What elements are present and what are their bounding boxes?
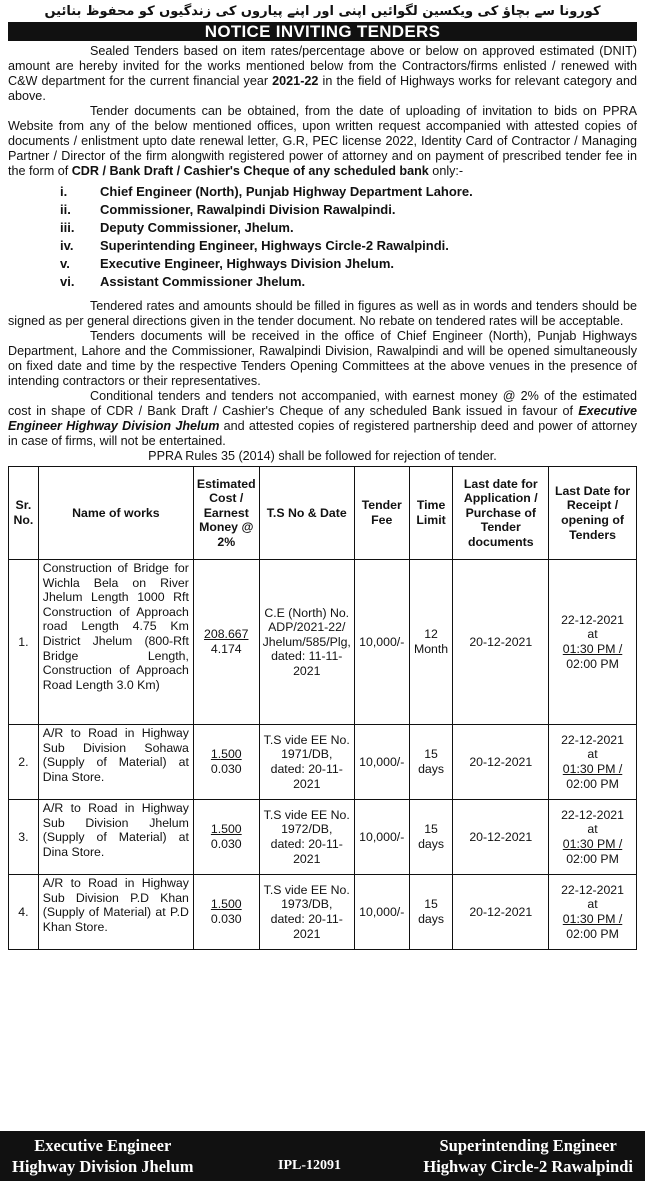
office-number: vi. [60,274,75,289]
header-ts: T.S No & Date [259,467,354,560]
cost-value: 1.500 [210,747,242,762]
office-item [8,273,637,291]
header-fee: Tender Fee [354,467,409,560]
office-number: ii. [60,202,71,217]
footer-right [423,1135,633,1177]
offices-list [8,183,637,291]
cell-sr: 3. [9,800,39,875]
cell-last-app: 20-12-2021 [453,875,549,950]
cost-value: 1.500 [210,822,242,837]
cell-last-app: 20-12-2021 [453,560,549,725]
cell-cost [193,560,259,725]
cell-ts: T.S vide EE No. 1971/DB, dated: 20-11-2021 [259,725,354,800]
office-name: Superintending Engineer, Highways Circle-2 Rawalpindi. [100,238,449,253]
cell-time: 12 Month [409,560,453,725]
receipt-date: 22-12-2021 [561,882,624,897]
payment-methods: CDR / Bank Draft / Cashier's Cheque of any scheduled bank [71,164,429,178]
cell-ts: T.S vide EE No. 1972/DB, dated: 20-11-2021 [259,800,354,875]
table-row [9,560,637,725]
receipt-time-2: 02:00 PM [566,851,619,866]
cell-last-app: 20-12-2021 [453,800,549,875]
office-number: iv. [60,238,74,253]
cell-cost [193,800,259,875]
paragraph-tendered-rates: Tendered rates and amounts should be filled in figures as well as in words and tenders should be signed as per general directions given in the tender document. No rebate on tendered rates will be acceptable. [8,299,637,328]
cell-last-app: 20-12-2021 [453,725,549,800]
para1-text-b: in the field of Highways works for relevant category and above. [8,74,637,103]
table-row [9,800,637,875]
header-last-receipt: Last Date for Receipt / opening of Tenders [549,467,637,560]
cell-name: A/R to Road in Highway Sub Division Jhelum (Supply of Material) at Dina Store. [38,800,193,875]
cell-receipt [549,800,637,875]
receipt-time-2: 02:00 PM [566,776,619,791]
paragraph-tender-receipt: Tenders documents will be received in the office of Chief Engineer (North), Punjab Highways Department, Lahore and the Commissioner, Rawalpindi Division, Rawalpindi and will be opened simultaneously on fixed date and time by the respective Tenders Opening Committees at the above venues in the presence of intending contractors or their representatives. [8,329,637,388]
receipt-time-1: 01:30 PM / [562,837,623,851]
table-row [9,875,637,950]
para5-text-a: Conditional tenders and tenders not accompanied, with earnest money @ 2% of the estimated cost in shape of CDR / Bank Draft / Cashier's Cheque of any scheduled Bank issued in favour of [8,389,637,418]
paragraph-tender-documents [8,104,637,179]
table-header-row [9,467,637,560]
earnest-value: 0.030 [210,912,242,926]
cell-fee: 10,000/- [354,800,409,875]
earnest-value: 4.174 [210,642,242,656]
ipl-number: IPL-12091 [278,1158,341,1173]
office-name: Commissioner, Rawalpindi Division Rawalpindi. [100,202,396,217]
receipt-at: at [587,747,598,762]
ppra-rules-line: PPRA Rules 35 (2014) shall be followed for rejection of tender. [148,449,497,463]
office-item [8,201,637,219]
tenders-table [8,466,637,950]
office-name: Deputy Commissioner, Jhelum. [100,220,294,235]
footer-left-line2: Highway Division Jhelum [12,1157,194,1176]
footer-bar [0,1131,645,1181]
header-sr: Sr. No. [9,467,39,560]
header-time: Time Limit [409,467,453,560]
cell-sr: 2. [9,725,39,800]
paragraph-sealed-tenders [8,44,637,104]
cell-cost [193,725,259,800]
cost-value: 208.667 [204,627,249,642]
office-name: Executive Engineer, Highways Division Jhelum. [100,256,395,271]
cell-fee: 10,000/- [354,875,409,950]
header-name: Name of works [38,467,193,560]
cell-ts: T.S vide EE No. 1973/DB, dated: 20-11-2021 [259,875,354,950]
office-name: Chief Engineer (North), Punjab Highway Department Lahore. [100,184,473,199]
cell-cost [193,875,259,950]
footer-right-line1: Superintending Engineer [439,1136,617,1155]
receipt-at: at [587,822,598,837]
office-item [8,219,637,237]
office-name: Assistant Commissioner Jhelum. [100,274,306,289]
cell-fee: 10,000/- [354,725,409,800]
favour-of: Executive Engineer Highway Division Jhelum [8,404,637,433]
footer-left [12,1135,194,1177]
para2-text-b: only:- [428,164,464,178]
table-row [9,725,637,800]
financial-year: 2021-22 [272,74,319,88]
receipt-time-2: 02:00 PM [566,656,619,671]
receipt-date: 22-12-2021 [561,732,624,747]
office-number: i. [60,184,68,199]
receipt-at: at [587,897,598,912]
cell-name: Construction of Bridge for Wichla Bela on River Jhelum Length 1000 Rft Construction of Approach road Length 4.75 Km District Jhelum (800-Rft Bridge Length, Construction of Approach Road Length 3.0 Km) [38,560,193,725]
receipt-at: at [587,627,598,642]
earnest-value: 0.030 [210,837,242,851]
cell-ts: C.E (North) No. ADP/2021-22/ Jhelum/585/Plg, dated: 11-11-2021 [259,560,354,725]
notice-title: NOTICE INVITING TENDERS [8,22,637,41]
para5-text-b: and attested copies of registered partnership deed and power of attorney in case of firms, will not be entertained. [8,419,638,448]
receipt-time-1: 01:30 PM / [562,912,623,926]
para1-text-a: Sealed Tenders based on item rates/percentage above or below on approved estimated (DNIT) amount are hereby invited for the works mentioned below from the Contractors/firms enlisted / renewed with C&W department for the current financial year [8,44,637,88]
receipt-time-2: 02:00 PM [566,926,619,941]
para2-text-a: Tender documents can be obtained, from the date of uploading of invitation to bids on PPRA Website from any of the below mentioned offices, upon written request accompanied with attested copies of documents / enlistment upto date renewal letter, G.R, PEC license 2022, Identity Card of Contractor / Managing Partner / Director of the firm alongwith registered power of attorney and on payment of prescribed tender fee in the form of [8,104,637,178]
cell-receipt [549,560,637,725]
footer-left-line1: Executive Engineer [34,1136,172,1155]
urdu-slogan: کورونا سے بچاؤ کی ویکسین لگوائیں اپنی اور اپنے پیاروں کی زندگیوں کو محفوظ بنائیں [44,4,601,19]
cell-sr: 4. [9,875,39,950]
cell-fee: 10,000/- [354,560,409,725]
cell-sr: 1. [9,560,39,725]
cell-name: A/R to Road in Highway Sub Division P.D Khan (Supply of Material) at P.D Khan Store. [38,875,193,950]
cell-name: A/R to Road in Highway Sub Division Sohawa (Supply of Material) at Dina Store. [38,725,193,800]
receipt-time-1: 01:30 PM / [562,642,623,656]
office-item [8,255,637,273]
receipt-time-1: 01:30 PM / [562,762,623,776]
office-number: v. [60,256,70,271]
cell-time: 15 days [409,725,453,800]
cost-value: 1.500 [210,897,242,912]
cell-receipt [549,875,637,950]
office-item [8,183,637,201]
earnest-value: 0.030 [210,762,242,776]
office-item [8,237,637,255]
header-last-app: Last date for Application / Purchase of Tender documents [453,467,549,560]
office-number: iii. [60,220,75,235]
cell-time: 15 days [409,875,453,950]
footer-right-line2: Highway Circle-2 Rawalpindi [423,1157,633,1176]
receipt-date: 22-12-2021 [561,612,624,627]
receipt-date: 22-12-2021 [561,807,624,822]
cell-time: 15 days [409,800,453,875]
header-cost: Estimated Cost / Earnest Money @ 2% [193,467,259,560]
paragraph-conditional-tenders [8,389,637,449]
cell-receipt [549,725,637,800]
